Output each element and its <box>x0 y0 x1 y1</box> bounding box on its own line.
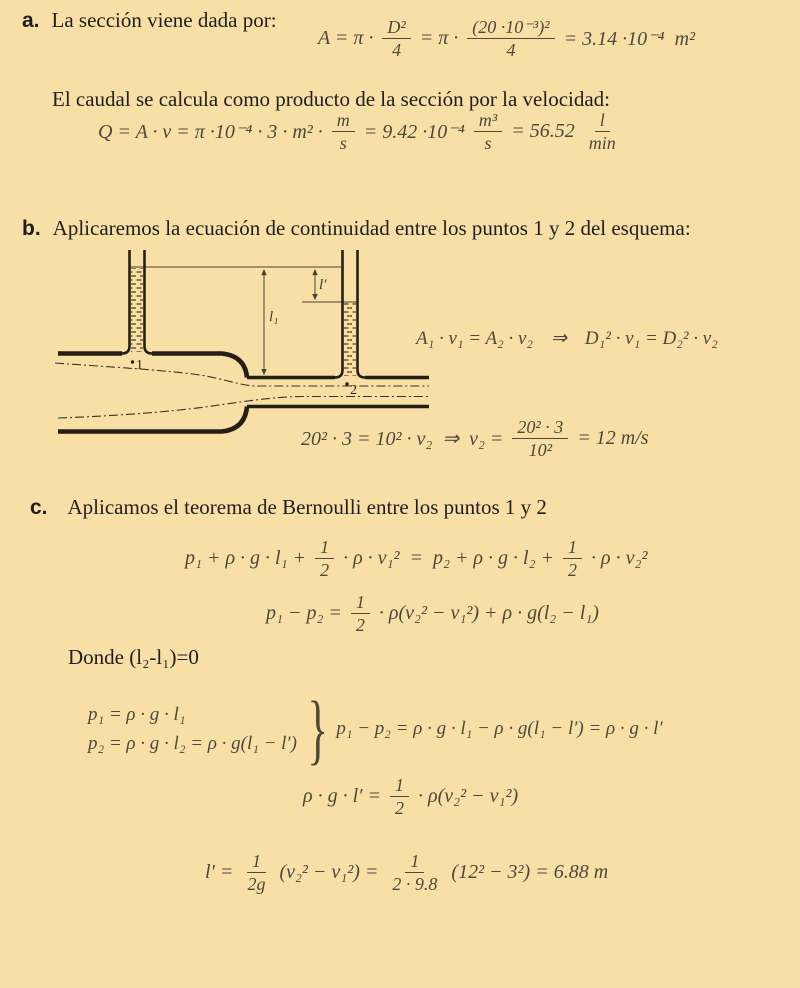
equation-continuity <box>416 327 718 350</box>
l-prime-label: l′ <box>319 277 327 293</box>
system-brace: } <box>307 685 328 772</box>
piezometer2-left-wall <box>335 250 343 378</box>
eq-bern-frac2 <box>563 537 582 580</box>
eq-bern-f2-num: 1 <box>563 537 582 559</box>
eq-caudal-f1-den: s <box>339 133 347 154</box>
section-a-title: La sección viene dada por: <box>51 8 277 32</box>
eq-pdiff-t2: · ρ(v₂² − v₁²) + ρ · g(l₂ − l₁) <box>373 602 599 625</box>
eq-caudal-t3: = 56.52 <box>506 120 580 143</box>
eq-lp-t3: (12² − 3²) = 6.88 m <box>446 861 609 884</box>
section-a-heading <box>22 7 277 34</box>
eq-sys-line2: p₂ = ρ · g · l₂ = ρ · g(l₁ − l′) <box>88 732 297 754</box>
point2-label: 2 <box>350 383 357 398</box>
eq-caudal-f2-num: m³ <box>474 110 502 132</box>
section-c-title: Aplicamos el teorema de Bernoulli entre los puntos 1 y 2 <box>67 495 547 519</box>
point1-dot <box>131 360 134 363</box>
eq-caudal-frac3 <box>584 110 621 153</box>
eq-sys-rhs: p₁ − p₂ = ρ · g · l₁ − ρ · g(l₁ − l′) = ρ · g · l′ <box>336 718 663 740</box>
eq-area-t3: = 3.14 ·10⁻⁴ m² <box>558 28 696 51</box>
section-c-heading <box>30 494 547 521</box>
eq-lp-t1: l′ = <box>205 861 239 884</box>
eq-lp-f1-num: 1 <box>247 851 266 873</box>
eq-area-t1: A = π · <box>318 27 379 50</box>
equation-rho-gl <box>303 775 518 818</box>
eq-v2-f1-den: 10² <box>528 440 553 461</box>
eq-rhogl-t1: ρ · g · l′ = <box>303 785 387 808</box>
point1-label: 1 <box>136 358 143 373</box>
eq-bern-f2-den: 2 <box>568 560 578 581</box>
eq-bern-t2: · ρ · v₁² = p₂ + ρ · g · l₂ + <box>338 547 560 570</box>
eq-rhogl-t2: · ρ(v₂² − v₁²) <box>413 785 519 808</box>
point2-dot <box>345 382 348 385</box>
eq-v2-frac1 <box>512 417 568 460</box>
piezometer2-right-wall <box>358 250 366 378</box>
eq-caudal-t2: = 9.42 ·10⁻⁴ <box>358 121 470 144</box>
eq-v2-t2: = 12 m/s <box>572 427 649 450</box>
venturi-diagram <box>55 246 435 436</box>
equation-v2 <box>301 417 649 460</box>
piezometer1-liquid <box>131 268 143 352</box>
eq-area-frac1 <box>382 17 410 60</box>
eq-pdiff-frac1 <box>351 592 370 635</box>
equation-caudal <box>98 110 625 153</box>
eq-rhogl-f1-num: 1 <box>390 775 409 797</box>
eq-lp-t2: (v₂² − v₁²) = <box>274 861 384 884</box>
wide-pipe-top-wall-right <box>152 354 247 378</box>
eq-v2-t1: 20² · 3 = 10² · v₂ ⇒ v₂ = <box>301 428 509 451</box>
eq-area-f1-num: D² <box>382 17 410 39</box>
eq-pdiff-f1-den: 2 <box>355 615 365 636</box>
eq-cont-arrow: ⇒ <box>550 328 567 349</box>
eq-area-f1-den: 4 <box>392 40 402 61</box>
eq-area-t2: = π · <box>414 27 464 50</box>
eq-caudal-f1-num: m <box>332 110 355 132</box>
eq-caudal-f3-den: min <box>588 133 616 154</box>
eq-rhogl-frac1 <box>390 775 409 818</box>
eq-rhogl-f1-den: 2 <box>395 798 405 819</box>
eq-area-f2-num: (20 ·10⁻³)² <box>467 17 554 39</box>
eq-bern-frac1 <box>315 537 334 580</box>
piezometer1-left-wall <box>122 250 130 354</box>
donde-line: Donde (l₂-l₁)=0 <box>68 645 199 669</box>
eq-pdiff-f1-num: 1 <box>351 592 370 614</box>
eq-bern-t3: · ρ · v₂² <box>586 547 648 570</box>
eq-v2-f1-num: 20² · 3 <box>512 417 568 439</box>
section-b-marker: b. <box>22 217 41 240</box>
section-c-marker: c. <box>30 496 48 519</box>
eq-lp-f2-num: 1 <box>405 851 424 873</box>
eq-bern-t1: p₁ + ρ · g · l₁ + <box>185 547 312 570</box>
wide-pipe-bottom-wall <box>58 407 247 432</box>
eq-lp-f2-den: 2 · 9.8 <box>392 874 438 895</box>
caudal-sentence: El caudal se calcula como producto de la sección por la velocidad: <box>52 87 611 111</box>
piezometer2-liquid <box>344 303 356 376</box>
eq-lp-frac1 <box>242 851 270 894</box>
eq-bern-f1-num: 1 <box>315 537 334 559</box>
eq-caudal-f2-den: s <box>484 133 492 154</box>
section-b-heading <box>22 215 691 242</box>
equation-pressure-diff <box>266 592 599 635</box>
eq-cont-lhs: A₁ · v₁ = A₂ · v₂ <box>416 327 533 349</box>
equation-system <box>88 685 663 772</box>
eq-caudal-frac1 <box>332 110 355 153</box>
eq-caudal-t1: Q = A · v = π ·10⁻⁴ · 3 · m² · <box>98 121 328 144</box>
piezometer1-right-wall <box>145 250 153 354</box>
section-b-title: Aplicaremos la ecuación de continuidad entre los puntos 1 y 2 del esquema: <box>52 216 691 240</box>
eq-sys-line1: p₁ = ρ · g · l₁ <box>88 703 186 725</box>
equation-l-prime <box>205 851 608 894</box>
eq-lp-frac2 <box>387 851 442 894</box>
eq-lp-f1-den: 2g <box>247 874 266 895</box>
equation-area <box>318 17 695 60</box>
eq-cont-rhs: D₁² · v₁ = D₂² · v₂ <box>584 327 718 349</box>
eq-caudal-frac2 <box>474 110 502 153</box>
eq-area-frac2 <box>467 17 554 60</box>
l1-label: l₁ <box>269 309 279 325</box>
eq-sys-lines <box>88 704 297 755</box>
eq-pdiff-t1: p₁ − p₂ = <box>266 602 347 625</box>
equation-bernoulli <box>185 537 647 580</box>
section-a-marker: a. <box>22 9 40 32</box>
eq-area-f2-den: 4 <box>506 40 516 61</box>
eq-bern-f1-den: 2 <box>320 560 330 581</box>
eq-caudal-f3-num: l <box>595 110 610 132</box>
